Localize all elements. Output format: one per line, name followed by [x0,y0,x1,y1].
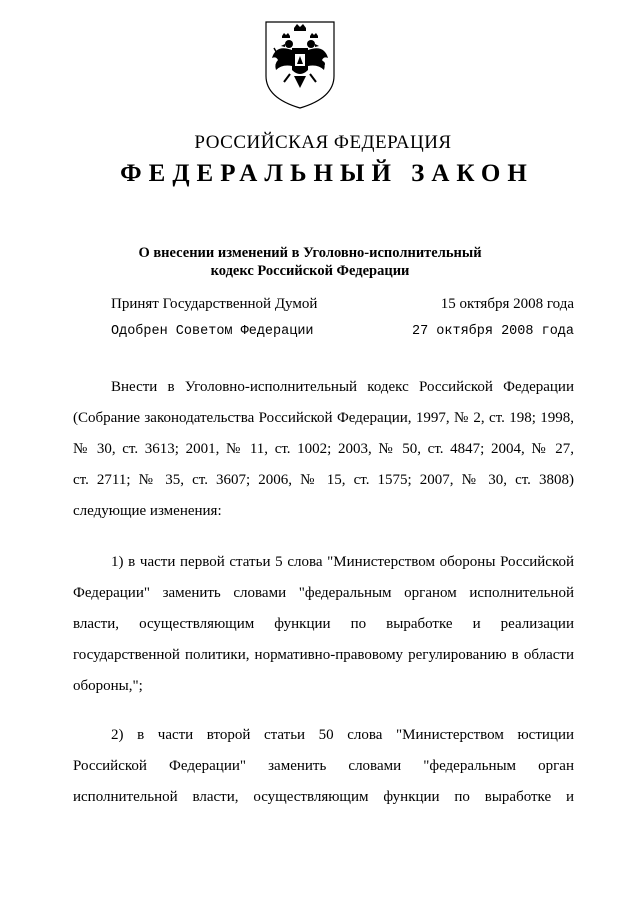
paragraph-line: обороны,"; [73,678,143,694]
paragraph-line: Федерации" заменить словами "федеральным органом исполнительной [73,585,574,601]
duma-date: 15 октября 2008 года [440,296,574,312]
law-title-line: О внесении изменений в Уголовно-исполнительный [138,245,482,261]
paragraph-line: (Собрание законодательства Российской Федерации, 1997, № 2, ст. 198; 1998, [73,410,574,426]
paragraph-line: ст. 2711; № 35, ст. 3607; 2006, № 15, ст. 1575; 2007, № 30, ст. 3808) [73,472,574,488]
paragraph-line: власти, осуществляющим функции по выработке и реализации [73,616,574,632]
coat-of-arms-emblem [262,18,338,110]
law-title-line: кодекс Российской Федерации [210,263,410,279]
council-label: Одобрен Советом Федерации [111,324,314,339]
paragraph-line: 1) в части первой статьи 5 слова "Министерством обороны Российской [111,554,574,570]
paragraph-line: государственной политики, нормативно-правовому регулированию в области [73,647,574,663]
law-title [110,244,510,280]
paragraph-line: исполнительной власти, осуществляющим функции по выработке и [73,789,574,805]
paragraph-line: Российской Федерации" заменить словами "федеральным орган [73,758,574,774]
adoption-council-row [111,324,574,339]
amendment-item-1 [73,547,574,702]
paragraph-line: следующие изменения: [73,503,222,519]
paragraph-line: № 30, ст. 3613; 2001, № 11, ст. 1002; 2003, № 50, ст. 4847; 2004, № 27, [73,441,574,457]
amendment-item-2 [73,720,574,813]
document-type-heading: ФЕДЕРАЛЬНЫЙ ЗАКОН [120,160,534,187]
double-headed-eagle-icon [262,18,338,110]
intro-paragraph [73,372,574,527]
duma-label: Принят Государственной Думой [111,296,318,312]
paragraph-line: 2) в части второй статьи 50 слова "Министерством юстиции [111,727,574,743]
adoption-duma-row [111,296,574,313]
council-date: 27 октября 2008 года [411,324,574,339]
country-heading: РОССИЙСКАЯ ФЕДЕРАЦИЯ [194,132,452,153]
paragraph-line: Внести в Уголовно-исполнительный кодекс Российской Федерации [111,379,574,395]
